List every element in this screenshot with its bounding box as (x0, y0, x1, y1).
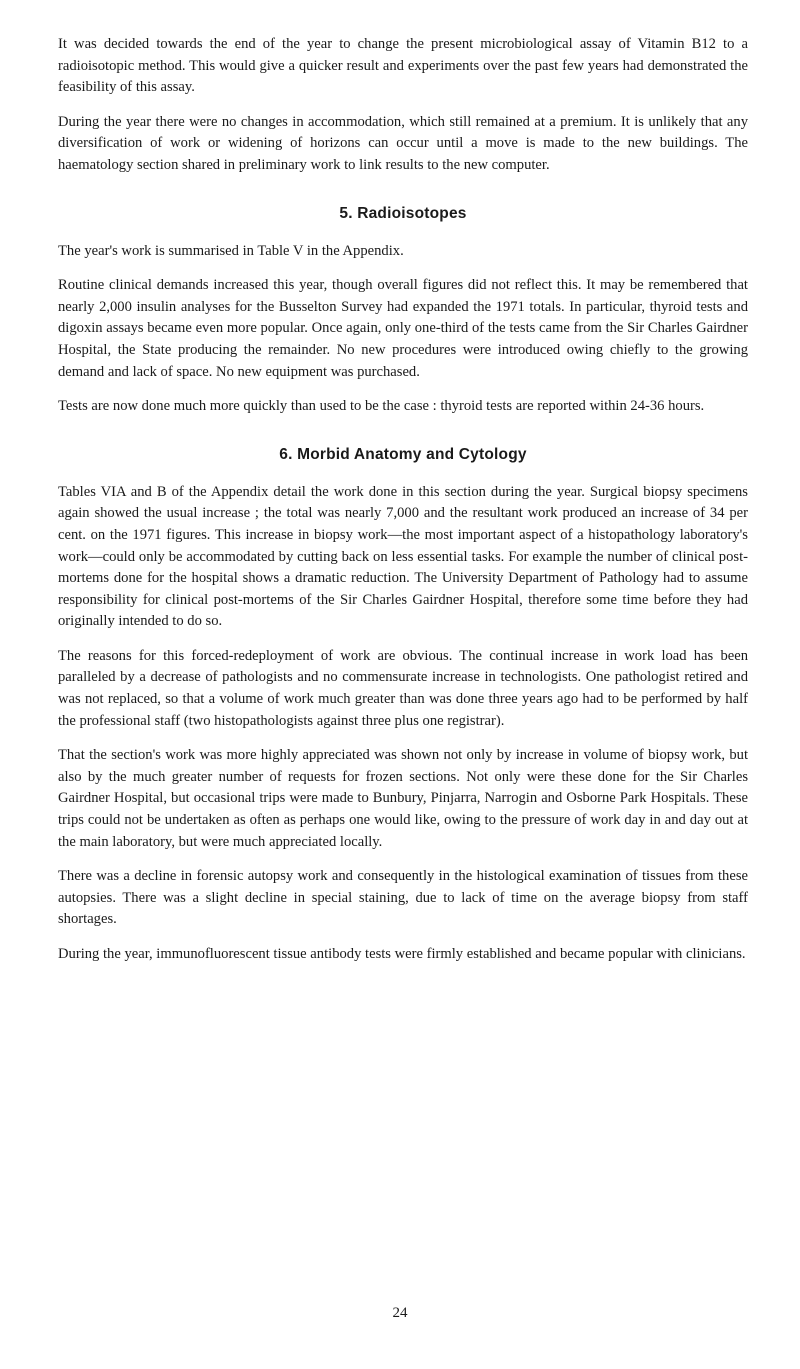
morbid-anatomy-paragraph: That the section's work was more highly appreciated was shown not only by increase in volume of biopsy work, but also by the much greater number of requests for frozen sections. Not only were these done for the Sir Charles Gairdner Hospital, but occasional trips were made to Bunbury, Pinjarra, Narrogin and Osborne Park Hospitals. These trips could not be undertaken as often as perhaps one would like, owing to the pressure of work day in and day out at the main laboratory, but were much appreciated locally. (58, 747, 748, 850)
section-heading-morbid-anatomy: 6. Morbid Anatomy and Cytology (279, 445, 527, 463)
radioisotopes-paragraph: The year's work is summarised in Table V in the Appendix. (58, 242, 404, 259)
morbid-anatomy-paragraph: The reasons for this forced-redeployment of work are obvious. The continual increase in work load has been paralleled by a decrease of pathologists and no commensurate increase in technologists. One pathologist retired and was not replaced, so that a volume of work much greater than was done three years ago had to be performed by half the professional staff (two histopathologists against three plus one registrar). (58, 647, 748, 729)
radioisotopes-paragraph: Routine clinical demands increased this year, though overall figures did not reflect this. It may be remembered that nearly 2,000 insulin analyses for the Busselton Survey had expanded the 1971 totals. In particular, thyroid tests and digoxin assays became even more popular. Once again, only one-third of the tests came from the Sir Charles Gairdner Hospital, the State producing the remainder. No new procedures were introduced owing chiefly to the growing demand and lack of space. No new equipment was purchased. (58, 277, 748, 380)
intro-paragraph: It was decided towards the end of the year to change the present microbiological assay of Vitamin B12 to a radioisotopic method. This would give a quicker result and experiments over the past few years had demonstrated the feasibility of this assay. (58, 36, 748, 96)
page-number: 24 (392, 1305, 408, 1321)
radioisotopes-paragraph: Tests are now done much more quickly than used to be the case : thyroid tests are reported within 24-36 hours. (58, 398, 705, 415)
section-heading-radioisotopes: 5. Radioisotopes (339, 204, 467, 222)
intro-paragraph: During the year there were no changes in accommodation, which still remained at a premium. It is unlikely that any diversification of work or widening of horizons can occur until a move is made to the new buildings. The haematology section shared in preliminary work to link results to the new computer. (58, 113, 748, 173)
document-page (58, 34, 748, 979)
morbid-anatomy-paragraph: There was a decline in forensic autopsy work and consequently in the histological examination of tissues from these autopsies. There was a slight decline in special staining, due to lack of time on the average biopsy from staff shortages. (58, 868, 748, 928)
morbid-anatomy-paragraph: Tables VIA and B of the Appendix detail the work done in this section during the year. Surgical biopsy specimens again showed the usual increase ; the total was nearly 7,000 and the resultant work produced an increase of 34 per cent. on the 1971 figures. This increase in biopsy work—the most important aspect of a histopathology laboratory's work—could only be accommodated by cutting back on less essential tasks. For example the number of clinical post-mortems done for the hospital shows a dramatic reduction. The University Department of Pathology had to assume responsibility for clinical post-mortems of the Sir Charles Gairdner Hospital, therefore some time before they had originally intended to do so. (58, 483, 748, 630)
morbid-anatomy-paragraph: During the year, immunofluorescent tissue antibody tests were firmly established and became popular with clinicians. (58, 946, 746, 962)
